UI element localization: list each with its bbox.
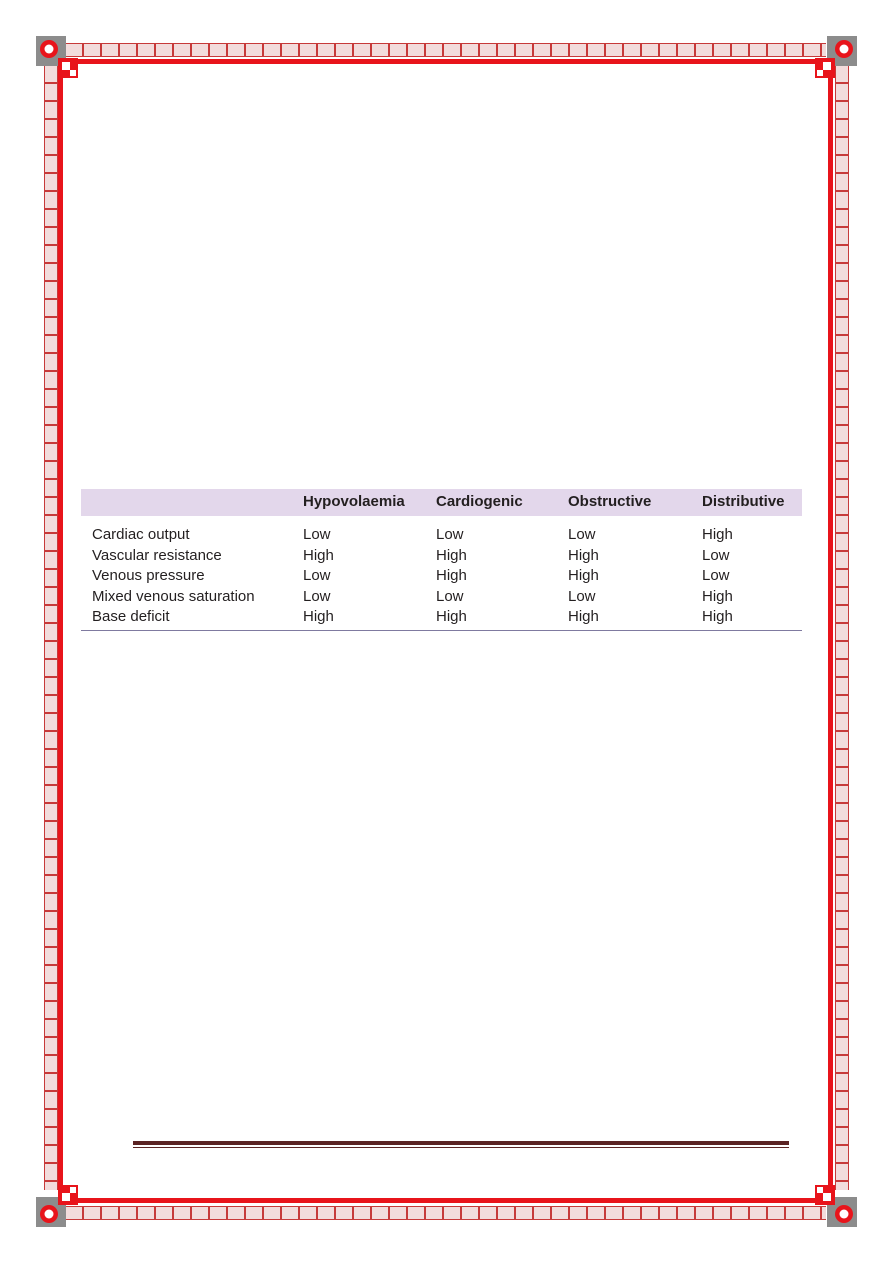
frame-strip-right [835, 66, 849, 1190]
table-row [81, 545, 802, 566]
corner-ornament-top-left [36, 36, 82, 82]
row-label: Venous pressure [92, 567, 205, 584]
row-label: Vascular resistance [92, 546, 222, 564]
table-header-row [81, 489, 802, 516]
table-row [81, 606, 802, 627]
table-cell: High [436, 546, 467, 564]
frame-line-bottom [58, 1198, 833, 1203]
row-label: Base deficit [92, 608, 170, 625]
table-cell: Low [303, 567, 331, 584]
table-cell: Low [303, 587, 331, 605]
table-cell: Low [702, 567, 730, 584]
frame-strip-left [44, 66, 58, 1190]
corner-ornament-bottom-right [811, 1181, 857, 1227]
table-cell: High [568, 608, 599, 625]
table-cell: Low [568, 587, 596, 605]
table-cell: High [702, 526, 733, 543]
shock-table [81, 489, 802, 631]
table-cell: Low [436, 587, 464, 605]
table-header-obstructive: Obstructive [568, 493, 652, 510]
table-cell: High [303, 546, 334, 564]
table-cell: High [702, 587, 733, 605]
table-cell: Low [702, 546, 730, 564]
row-label: Mixed venous saturation [92, 587, 255, 605]
footer-rule [133, 1141, 789, 1145]
row-label: Cardiac output [92, 526, 190, 543]
frame-strip-top [66, 43, 826, 57]
table-cell: Low [568, 526, 596, 543]
corner-ornament-top-right [811, 36, 857, 82]
table-header-cardiogenic: Cardiogenic [436, 493, 523, 510]
frame-line-right [828, 59, 833, 1203]
table-header-distributive: Distributive [702, 493, 785, 510]
frame-line-left [58, 59, 63, 1203]
table-cell: High [436, 567, 467, 584]
table-cell: Low [303, 526, 331, 543]
table-row [81, 565, 802, 586]
table-row [81, 586, 802, 607]
frame-strip-bottom [66, 1206, 826, 1220]
table-cell: High [303, 608, 334, 625]
footer-rule-thin [133, 1147, 789, 1148]
table-cell: High [568, 567, 599, 584]
table-cell: High [436, 608, 467, 625]
frame-line-top [58, 59, 833, 64]
corner-ornament-bottom-left [36, 1181, 82, 1227]
table-body [81, 516, 802, 631]
table-cell: High [568, 546, 599, 564]
table-cell: High [702, 608, 733, 625]
table-header-hypovolaemia: Hypovolaemia [303, 493, 405, 510]
table-cell: Low [436, 526, 464, 543]
table-row [81, 524, 802, 545]
